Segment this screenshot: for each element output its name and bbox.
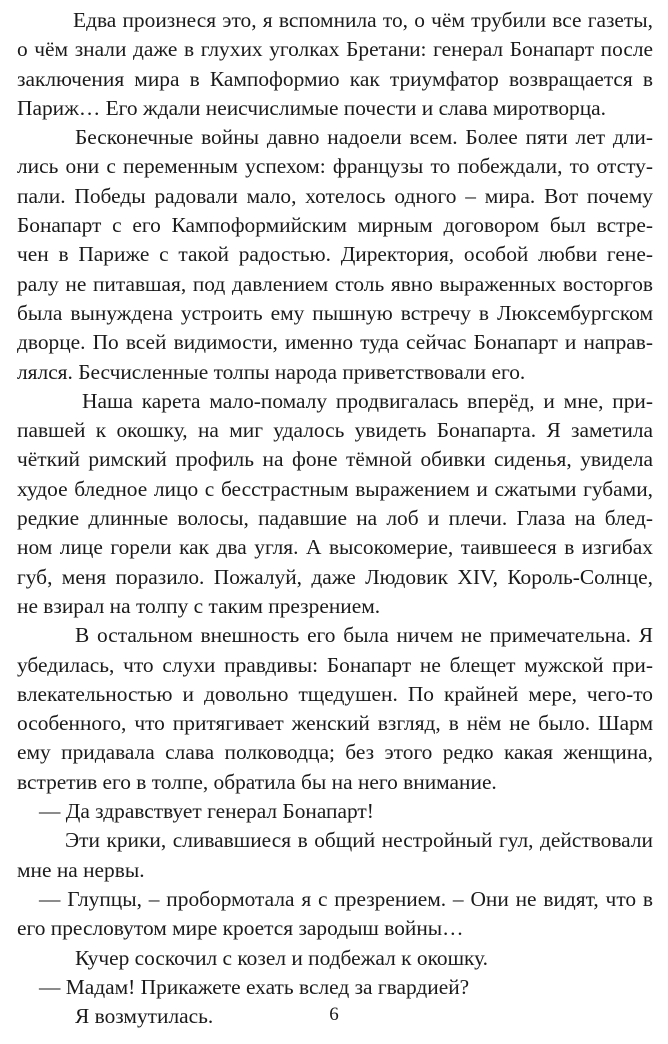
text-line: Париж… Его ждали неисчислимые почести и слава миротворца. [17, 95, 606, 120]
text-line: редкие длинные волосы, падавшие на лоб и плечи. Глаза на блед- [17, 506, 653, 531]
text-line: ралу не питавшая, под давлением столь явно выраженных восторгов [17, 271, 653, 296]
text-line: Наша карета мало-помалу продвигалась вперёд, и мне, при- [82, 388, 653, 413]
text-line: Эти крики, сливавшиеся в общий нестройный гул, действовали [65, 828, 653, 853]
text-line: павшей к окошку, на миг удалось увидеть Бонапарта. Я заметила [17, 418, 653, 443]
text-line: лялся. Бесчисленные толпы народа приветствовали его. [17, 359, 526, 384]
text-line: чен в Париже с такой радостью. Директория, особой любви гене- [17, 242, 653, 267]
body-text [17, 6, 653, 1031]
text-line: ему придавала слава полководца; без этого редко какая женщина, [17, 740, 653, 765]
text-line: мне на нервы. [17, 857, 145, 882]
text-line: его пресловутом мире кроется зародыш войны… [17, 916, 464, 941]
text-line: Бонапарт с его Кампоформийским мирным договором был встре- [17, 213, 653, 238]
text-line: Бесконечные войны давно надоели всем. Более пяти лет дли- [75, 125, 653, 150]
page-number: 6 [329, 1004, 339, 1025]
text-line: — Да здравствует генерал Бонапарт! [39, 799, 374, 824]
text-line: заключения мира в Кампоформио как триумфатор возвращается в [17, 66, 653, 91]
text-line: губ, меня поразило. Пожалуй, даже Людовик XIV, Король-Солнце, [17, 564, 653, 589]
text-line: Едва произнеся это, я вспомнила то, о чём трубили все газеты, [73, 8, 653, 32]
text-line: особенного, что притягивает женский взгляд, в нём не было. Шарм [17, 711, 653, 736]
text-line: пали. Победы радовали мало, хотелось одного – мира. Вот почему [17, 183, 653, 208]
text-line: Кучер соскочил с козел и подбежал к окошку. [75, 945, 489, 970]
text-line: — Мадам! Прикажете ехать вслед за гвардией? [39, 974, 470, 999]
text-line: убедилась, что слухи правдивы: Бонапарт не блещет мужской при- [17, 652, 653, 677]
text-line: чёткий римский профиль на фоне тёмной обивки сиденья, увидела [17, 447, 653, 472]
text-line: влекательностью и довольно тщедушен. По крайней мере, чего-то [17, 681, 653, 706]
text-line: В остальном внешность его была ничем не примечательна. Я [75, 623, 653, 648]
text-line: о чём знали даже в глухих уголках Бретани: генерал Бонапарт после [17, 37, 653, 62]
text-line: встретив его в толпе, обратила бы на него внимание. [17, 769, 497, 794]
text-line: дворце. По всей видимости, именно туда сейчас Бонапарт и направ- [17, 330, 653, 355]
text-line: — Глупцы, – пробормотала я с презрением. – Они не видят, что в [39, 886, 653, 911]
text-line: не взирал на толпу с таким презрением. [17, 593, 381, 618]
text-line: лись они с переменным успехом: французы то побеждали, то отсту- [17, 154, 653, 179]
text-line: ном лице горели как два угля. А высокомерие, таившееся в изгибах [17, 535, 653, 560]
text-line: худое бледное лицо с бесстрастным выражением и сжатыми губами, [17, 476, 653, 501]
text-line: Я возмутилась. [75, 1004, 214, 1029]
text-line: была вынуждена устроить ему пышную встречу в Люксембургском [17, 300, 653, 325]
